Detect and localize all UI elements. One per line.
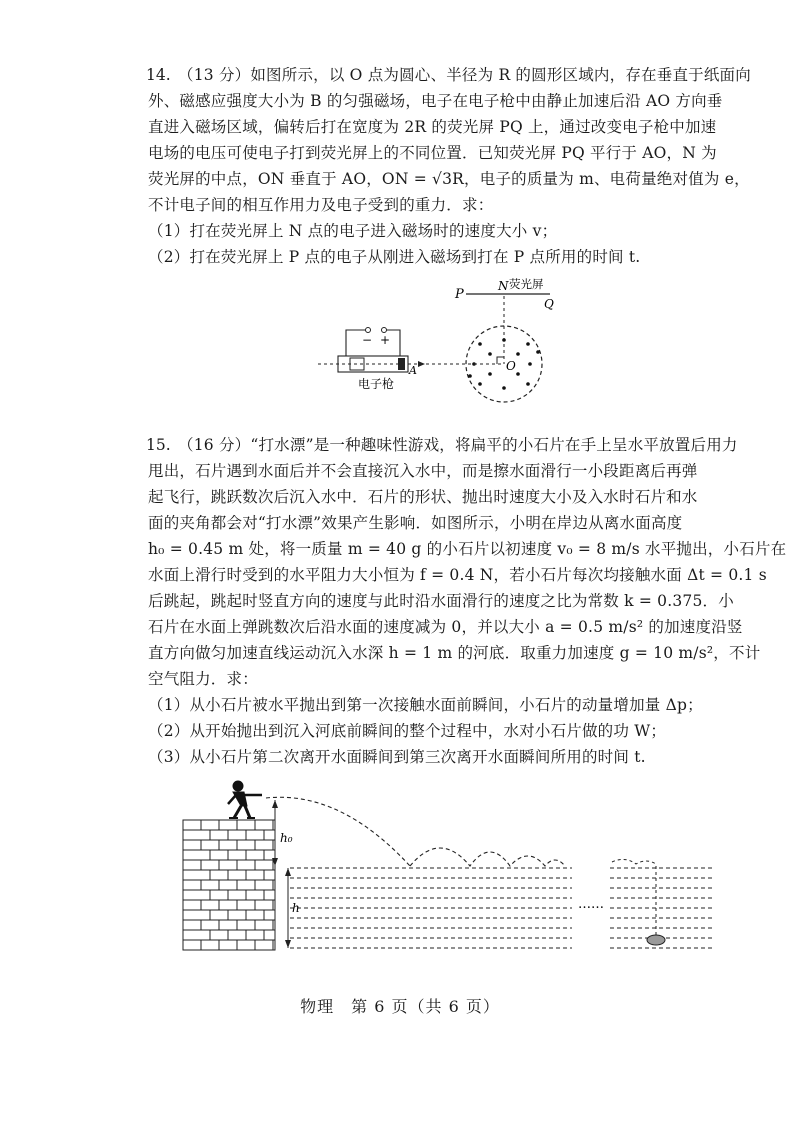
- q15-line-4: 面的夹角都会对“打水漂”效果产生影响．如图所示，小明在岸边从离水面高度: [148, 514, 683, 532]
- q14-line-4: 电场的电压可使电子打到荧光屏上的不同位置．已知荧光屏 PQ 平行于 AO，N 为: [148, 144, 717, 162]
- q15-sub-2: （2）从开始抛出到沉入河底前瞬间的整个过程中，水对小石片做的功 W；: [148, 722, 667, 740]
- label-O: O: [506, 359, 516, 373]
- brick-wall: [183, 820, 275, 950]
- question-15-number: 15.: [146, 436, 171, 454]
- q14-line-5: 荧光屏的中点，ON 垂直于 AO，ON = √3R，电子的质量为 m、电荷量绝对值为 e，: [148, 170, 750, 188]
- q14-sub-2: （2）打在荧光屏上 P 点的电子从刚进入磁场到打在 P 点所用的时间 t.: [148, 248, 641, 266]
- q14-figure: [0, 270, 800, 420]
- q14-line-1: （13 分）如图所示，以 O 点为圆心、半径为 R 的圆形区域内，存在垂直于纸面向: [178, 66, 751, 84]
- question-15: [146, 432, 787, 770]
- question-14-number: 14.: [146, 66, 171, 84]
- q14-line-3: 直进入磁场区域，偏转后打在宽度为 2R 的荧光屏 PQ 上，通过改变电子枪中加速: [148, 118, 717, 136]
- q15-line-5: h₀ = 0.45 m 处，将一质量 m = 40 g 的小石片以初速度 v₀ = 8 m/s 水平抛出，小石片在: [148, 540, 787, 558]
- q15-line-3: 起飞行，跳跃数次后沉入水中．石片的形状、抛出时速度大小及入水时石片和水: [148, 488, 698, 506]
- stone-icon: [647, 935, 665, 945]
- page-footer: 物理 第 6 页（共 6 页）: [300, 997, 500, 1016]
- label-plus: +: [380, 333, 391, 347]
- person-icon: [228, 781, 262, 818]
- q15-sub-1: （1）从小石片被水平抛出到第一次接触水面前瞬间，小石片的动量增加量 Δp；: [148, 696, 703, 714]
- q15-line-7: 后跳起，跳起时竖直方向的速度与此时沿水面滑行的速度之比为常数 k = 0.375．小: [148, 592, 734, 610]
- q15-line-6: 水面上滑行时受到的水平阻力大小恒为 f = 0.4 N，若小石片每次均接触水面 Δt = 0.1 s: [148, 566, 767, 584]
- q15-line-8: 石片在水面上弹跳数次后沿水面的速度减为 0，并以大小 a = 0.5 m/s² 的加速度沿竖: [148, 618, 743, 636]
- q15-figure: [0, 780, 800, 960]
- q14-line-2: 外、磁感应强度大小为 B 的匀强磁场，电子在电子枪中由静止加速后沿 AO 方向垂: [148, 92, 723, 110]
- label-screen: 荧光屏: [509, 277, 544, 291]
- label-N: N: [498, 279, 509, 293]
- label-Q: Q: [544, 297, 554, 311]
- label-A: A: [409, 364, 417, 377]
- q15-line-2: 甩出，石片遇到水面后并不会直接沉入水中，而是擦水面滑行一小段距离后再弹: [148, 462, 698, 480]
- q15-sub-3: （3）从小石片第二次离开水面瞬间到第三次离开水面瞬间所用的时间 t.: [148, 748, 646, 766]
- label-P: P: [455, 287, 464, 302]
- q14-sub-1: （1）打在荧光屏上 N 点的电子进入磁场时的速度大小 v；: [148, 222, 558, 240]
- q14-line-6: 不计电子间的相互作用力及电子受到的重力．求：: [148, 196, 494, 214]
- question-14: [146, 62, 751, 270]
- label-minus: −: [362, 333, 373, 347]
- q15-line-1: （16 分）“打水漂”是一种趣味性游戏，将扁平的小石片在手上呈水平放置后用力: [178, 436, 738, 454]
- q15-line-9: 直方向做匀加速直线运动沉入水深 h = 1 m 的河底．取重力加速度 g = 10 m/s²，不计: [148, 644, 761, 662]
- label-h0: h₀: [280, 831, 293, 845]
- label-dots: ……: [578, 897, 604, 912]
- water-lines: [290, 868, 712, 948]
- label-gun: 电子枪: [358, 377, 395, 391]
- label-h: h: [292, 901, 300, 915]
- q15-line-10: 空气阻力．求：: [148, 670, 258, 688]
